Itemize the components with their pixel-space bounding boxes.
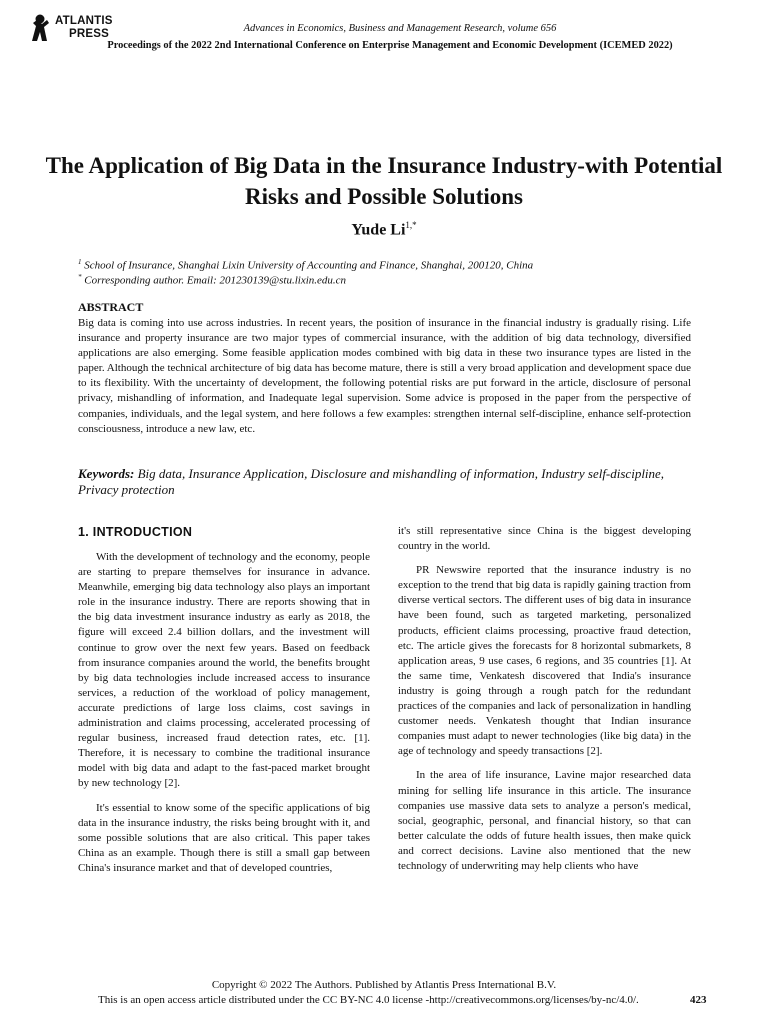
paragraph: With the development of technology and the economy, people are starting to prepare themselves for insurance in advance. Meanwhile, emerging big data technology also plays an important role in the insurance industry. There are reports showing that in the big data investment insurance industry as early as 2018, the figure will exceed 2.4 billion dollars, and the investment will continue to grow over the next few years. Based on feedback from insurance companies around the world, the benefits brought by big data technologies include increased access to insurance services, a reduction of the workload of policy management, accurate predictions of large loss claims, cost savings in administration and claims processing, accelerated processing of regular business, increased fraud detection rates, etc. [1]. Therefore, it is necessary to combine the traditional insurance model with big data and adapt to the fast-paced market brought by new technology [2]. — [78, 551, 370, 790]
author-text: Yude Li — [351, 221, 406, 239]
proceedings-line: Proceedings of the 2022 2nd International Conference on Enterprise Management and Economic Development (ICEMED 2022) — [107, 40, 673, 51]
corresponding-author — [78, 273, 346, 287]
paragraph: It's essential to know some of the specific applications of big data in the insurance industry, the risks being brought with it, and some possible solutions that are also critical. This paper takes China as an example. Though there is still a small gap between China's insurance market and that of developed countries, — [78, 801, 370, 874]
keywords-label: Keywords: — [78, 466, 135, 481]
paper-title: The Application of Big Data in the Insurance Industry-with Potential Risks and Possible Solutions — [45, 153, 723, 209]
corresponding-mark: * — [78, 273, 82, 281]
license-line: This is an open access article distributed under the CC BY-NC 4.0 license -http://creativecommons.org/licenses/by-nc/4.0/. — [98, 994, 639, 1006]
right-column — [398, 524, 691, 883]
publisher-name: ATLANTIS — [55, 15, 113, 27]
left-column — [78, 550, 370, 885]
keywords — [78, 466, 678, 498]
abstract-heading: ABSTRACT — [78, 300, 144, 314]
copyright-line: Copyright © 2022 The Authors. Published by Atlantis Press International B.V. — [211, 979, 557, 991]
author-marks: 1,* — [405, 220, 417, 230]
corresponding-text: Corresponding author. Email: 201230139@stu.lixin.edu.cn — [84, 274, 347, 287]
paragraph: In the area of life insurance, Lavine major researched data mining for selling life insurance in this article. The insurance companies use massive data sets to analyze a person's medical, social, geographic, personal, and financial history, so that can better calculate the odds of future health issues, then make quick and correct decisions. Lavine also mentioned that the new technology of underwriting may help clients who have — [398, 769, 691, 872]
publisher-name-press: PRESS — [69, 28, 109, 40]
paragraph-continued: it's still representative since China is the biggest developing country in the world. — [398, 525, 691, 553]
affiliation-text: School of Insurance, Shanghai Lixin University of Accounting and Finance, Shanghai, 200120, China — [84, 259, 534, 272]
abstract-body: Big data is coming into use across industries. In recent years, the position of insurance in the financial industry is gradually rising. Life insurance and property insurance are two major types of commercial insurance, with the addition of big data technology, diversified applications are also emerging. Some feasible application modes combined with big data in these two insurance types are listed in the paper. Although the technical architecture of big data has become mature, there is still a very broad application and development space due to its flexibility. With the uncertainty of development, the following potential risks are put forward in the article, disclosure of personal privacy, mishandling of information, and Inadequate legal supervision. Some advice is proposed in the paper from the perspective of companies, individuals, and the legal system, and here follows a few examples: strengthen internal self-discipline, enhance self-protection consciousness, introduce a new law, etc. — [78, 317, 691, 435]
affiliation — [78, 258, 533, 272]
series-line: Advances in Economics, Business and Management Research, volume 656 — [243, 23, 557, 34]
section-heading: 1. INTRODUCTION — [78, 525, 193, 539]
paragraph: PR Newswire reported that the insurance industry is no exception to the trend that big data is rapidly gaining traction from diverse vertical sectors. The different uses of big data in insurance have been found, such as targeted marketing, personalized products, efficient claims processing, proactive fraud detection, etc. The article gives the forecasts for 8 horizontal submarkets, 8 application areas, 9 use cases, 6 regions, and 35 countries [1]. At the same time, Venkatesh discovered that India's insurance industry is going through a rough patch for the redundant practices of the companies and lack of personalization in handling customer needs. Venkatesh thought that Indian insurance companies must adapt to newer technologies (like big data) in the age of technology and speedy transactions [2]. — [398, 564, 691, 758]
author-name — [244, 220, 524, 239]
page-number: 423 — [690, 994, 707, 1006]
atlas-figure-icon — [28, 14, 52, 42]
keywords-text: Big data, Insurance Application, Disclosure and mishandling of information, Industry self-discipline, Privacy protection — [78, 466, 665, 497]
affiliation-mark: 1 — [78, 258, 82, 266]
